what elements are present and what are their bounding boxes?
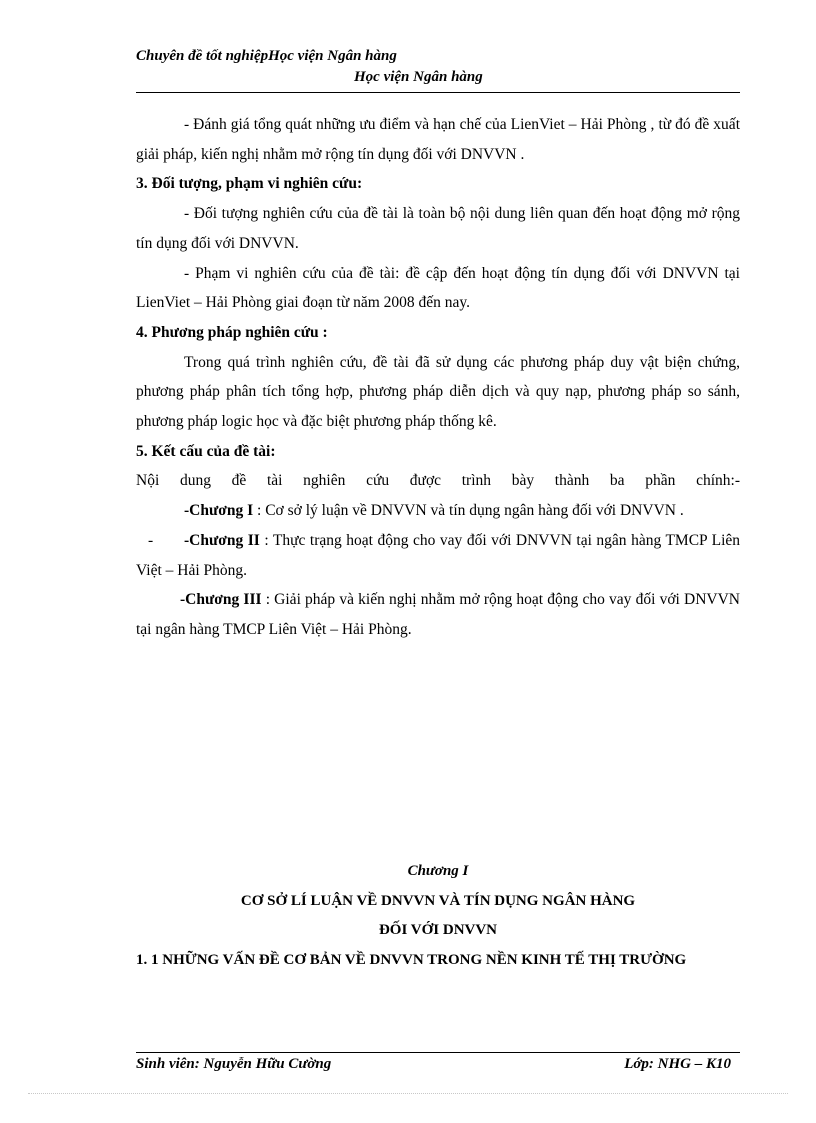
section-heading: 1. 1 NHỮNG VẤN ĐỀ CƠ BẢN VỀ DNVVN TRONG NỀN KINH TẾ THỊ TRƯỜNG: [136, 952, 687, 969]
chapter-2-text: : Thực trạng hoạt động cho vay đối với DNVVN tại ngân hàng TMCP Liên Việt – Hải Phòng.: [136, 531, 741, 579]
page-boundary: [28, 1093, 788, 1094]
chapter-3-item: [136, 585, 740, 644]
header-title: Chuyên đề tốt nghiệpHọc viện Ngân hàng: [136, 48, 397, 64]
heading-structure: 5. Kết cấu của đề tài:: [136, 442, 276, 460]
chapter-1-item: [136, 496, 740, 526]
chapter-2-item: [136, 526, 740, 585]
heading-method: 4. Phương pháp nghiên cứu :: [136, 323, 328, 341]
chapter-3-text: : Giải pháp và kiến nghị nhằm mở rộng hoạt động cho vay đối với DNVVN tại ngân hàng TMCP Liên Việt – Hải Phòng.: [136, 591, 740, 638]
header-divider: [136, 92, 740, 93]
paragraph-subject: - Đối tượng nghiên cứu của đề tài là toàn bộ nội dung liên quan đến hoạt động mở rộng tín dụng đối với DNVVN.: [136, 205, 740, 252]
chapter-title: CƠ SỞ LÍ LUẬN VỀ DNVVN VÀ TÍN DỤNG NGÂN HÀNG: [240, 892, 636, 909]
footer-class: Lớp: NHG – K10: [624, 1056, 731, 1072]
chapter-2-dash: -: [148, 531, 154, 549]
header-subtitle: Học viện Ngân hàng: [354, 69, 483, 85]
paragraph-structure: Nội dung đề tài nghiên cứu được trình bày thành ba phần chính:-: [136, 472, 740, 490]
footer-divider: [136, 1052, 740, 1053]
paragraph-evaluation: - Đánh giá tổng quát những ưu điểm và hạn chế của LienViet – Hải Phòng , từ đó đề xuất giải pháp, kiến nghị nhằm mở rộng tín dụng đối với DNVVN .: [136, 116, 740, 163]
document-body: [136, 110, 740, 645]
chapter-1-text: : Cơ sở lý luận về DNVVN và tín dụng ngân hàng đối với DNVVN .: [253, 502, 684, 520]
paragraph-scope: - Phạm vi nghiên cứu của đề tài: đề cập đến hoạt động tín dụng đối với DNVVN tại LienViet – Hải Phòng giai đoạn từ năm 2008 đến nay.: [136, 264, 740, 312]
paragraph-method: Trong quá trình nghiên cứu, đề tài đã sử dụng các phương pháp duy vật biện chứng, phương pháp phân tích tổng hợp, phương pháp diễn dịch và quy nạp, phương pháp so sánh, phương pháp logic học và đặc biệt phương pháp thống kê.: [136, 353, 740, 431]
chapter-3-label: -Chương III: [180, 591, 262, 609]
chapter-1-label: -Chương I: [184, 502, 254, 520]
chapter-2-label: -Chương II: [184, 531, 260, 549]
chapter-label: Chương I: [407, 863, 469, 879]
footer-student: Sinh viên: Nguyễn Hữu Cường: [136, 1056, 332, 1072]
heading-scope: 3. Đối tượng, phạm vi nghiên cứu:: [136, 175, 363, 193]
chapter-title-2: ĐỐI VỚI DNVVN: [378, 922, 498, 939]
chapter-heading-block: [136, 857, 740, 976]
